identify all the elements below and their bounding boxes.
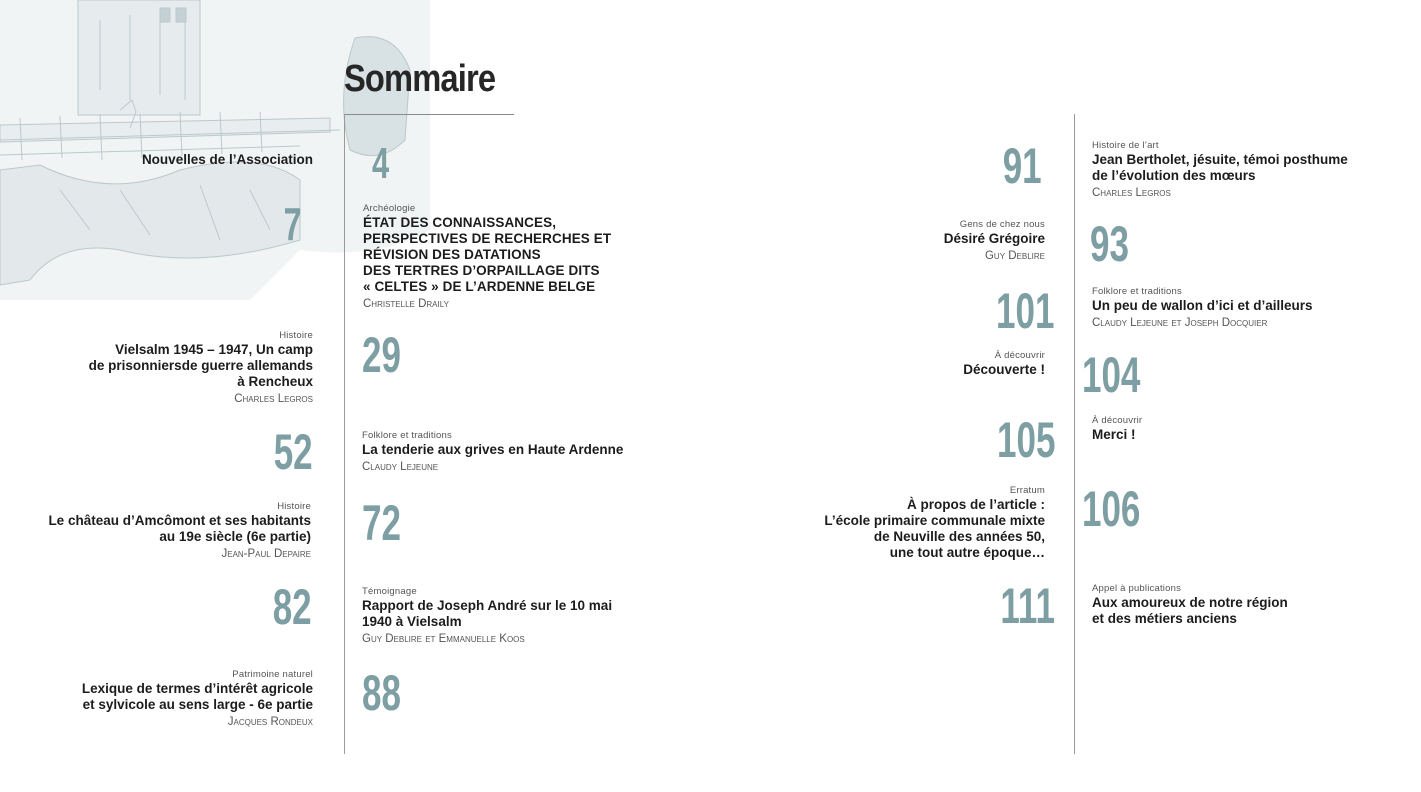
page-number: 91 (1003, 138, 1042, 194)
toc-entry (725, 485, 1045, 561)
entry-title: Rapport de Joseph André sur le 10 mai 1940 à Vielsalm (362, 598, 613, 629)
entry-category: Témoignage (362, 586, 417, 597)
association-entry (13, 152, 313, 168)
entry-title: Le château d’Amcômont et ses habitants au 19e siècle (6e partie) (48, 513, 311, 544)
entry-author: Guy Deblire et Emmanuelle Koos (362, 633, 525, 645)
entry-title: Merci ! (1092, 427, 1136, 442)
entry-author: Charles Legros (1092, 187, 1171, 199)
entry-category: Histoire de l’art (1092, 140, 1159, 151)
page-number: 105 (996, 412, 1055, 468)
entry-title: ÉTAT DES CONNAISSANCES, PERSPECTIVES DE RECHERCHES ET RÉVISION DES DATATIONS DES TERTRES D’ORPAILLAGE DITS « CELTES » DE L’ARDENNE BELGE (363, 215, 612, 294)
page-number: 104 (1082, 347, 1141, 403)
entry-title: Vielsalm 1945 – 1947, Un camp de prisonniersde guerre allemands à Rencheux (88, 342, 313, 389)
entry-author: Charles Legros (234, 393, 313, 405)
entry-category: Folklore et traditions (1092, 286, 1182, 297)
page-number: 106 (1082, 481, 1141, 537)
entry-author: Claudy Lejeune et Joseph Docquier (1092, 317, 1268, 329)
toc-entry (0, 669, 313, 730)
toc-entry (1092, 140, 1392, 201)
toc-entry (0, 330, 313, 407)
entry-title: Aux amoureux de notre région et des métiers anciens (1092, 595, 1288, 626)
toc-entry (362, 430, 662, 475)
toc-entry (0, 501, 311, 562)
title-underline-divider (344, 114, 514, 115)
toc-entry (745, 219, 1045, 264)
entry-category: Histoire (279, 330, 313, 341)
toc-entry (363, 203, 663, 312)
right-column-divider (1074, 114, 1075, 754)
toc-entry (362, 586, 662, 647)
entry-title: Nouvelles de l’Association (141, 152, 313, 167)
entry-category: Folklore et traditions (362, 430, 452, 441)
page-number: 111 (1000, 578, 1055, 634)
entry-category: Erratum (1009, 485, 1045, 496)
page-number: 7 (284, 198, 302, 250)
toc-entry (745, 350, 1045, 378)
entry-category: Appel à publications (1092, 583, 1182, 594)
entry-title: Désiré Grégoire (943, 231, 1045, 246)
entry-category: Gens de chez nous (959, 219, 1045, 230)
page-number: 52 (274, 424, 313, 480)
toc-entry (1092, 583, 1392, 627)
entry-title: La tenderie aux grives en Haute Ardenne (362, 442, 624, 457)
entry-author: Jean-Paul Depaire (221, 548, 311, 560)
entry-category: Archéologie (363, 203, 416, 214)
entry-category: À découvrir (1092, 415, 1143, 426)
page-number: 88 (362, 665, 401, 721)
page-number: 101 (995, 283, 1054, 339)
entry-author: Guy Deblire (984, 250, 1045, 262)
entry-title: Un peu de wallon d’ici et d’ailleurs (1092, 298, 1313, 313)
toc-entry (1092, 415, 1392, 443)
page-title: Sommaire (344, 58, 496, 100)
entry-title: À propos de l’article : L’école primaire communale mixte de Neuville des années 50, une tout autre époque… (824, 497, 1045, 560)
page-number: 82 (273, 579, 312, 635)
page-number: 93 (1090, 216, 1129, 272)
entry-title: Lexique de termes d’intérêt agricole et sylvicole au sens large - 6e partie (81, 681, 313, 712)
entry-category: À découvrir (994, 350, 1045, 361)
entry-author: Christelle Draily (363, 298, 449, 310)
page-number: 72 (362, 495, 401, 551)
entry-title: Découverte ! (963, 362, 1045, 377)
page-number: 4 (372, 139, 390, 188)
entry-author: Claudy Lejeune (362, 461, 439, 473)
entry-category: Histoire (277, 501, 311, 512)
toc-entry (1092, 286, 1402, 331)
entry-category: Patrimoine naturel (232, 669, 313, 680)
entry-title: Jean Bertholet, jésuite, témoi posthume de l’évolution des mœurs (1092, 152, 1348, 183)
entry-author: Jacques Rondeux (227, 716, 313, 728)
left-column-divider (344, 114, 345, 754)
page-number: 29 (362, 327, 401, 383)
